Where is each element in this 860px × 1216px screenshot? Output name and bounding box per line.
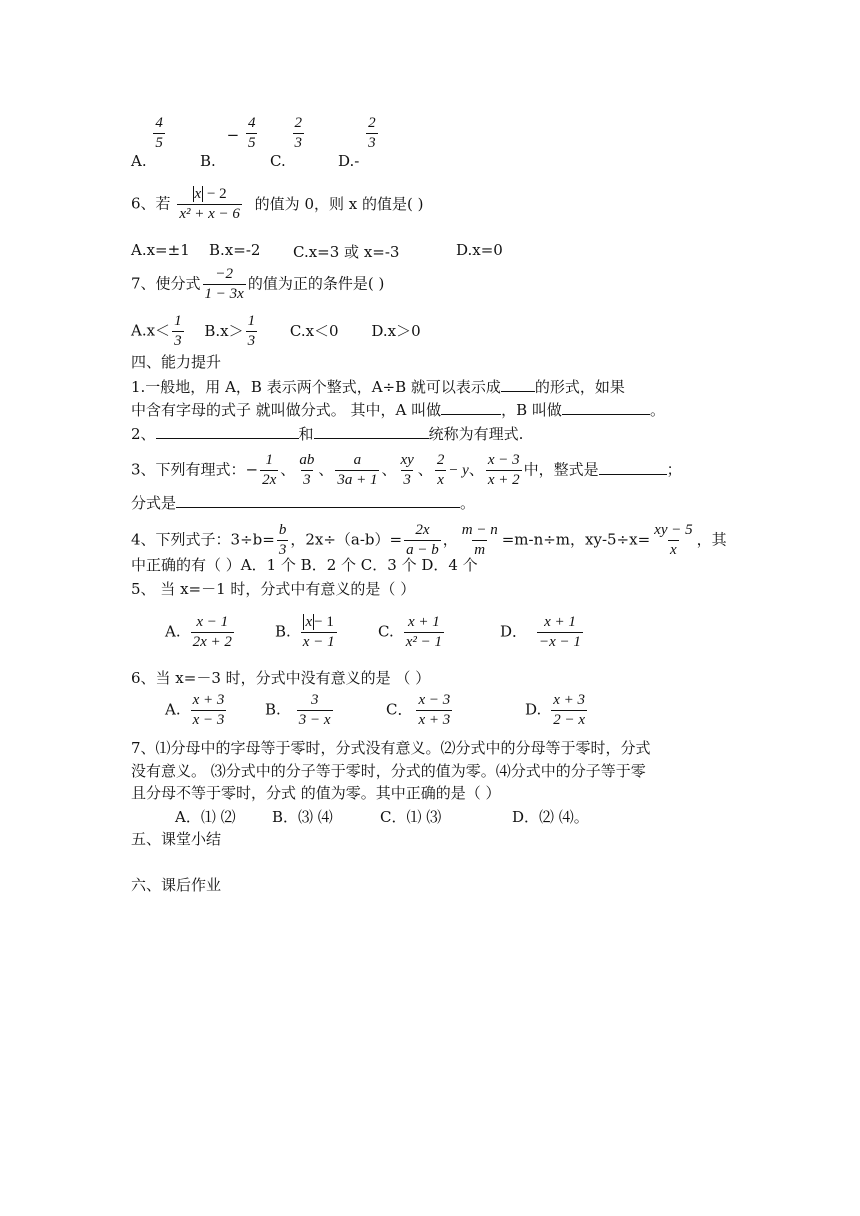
option-c: C. $\frac{2}{3}$ (270, 115, 302, 170)
item-7-option-d: D．⑵ ⑷。 (512, 808, 589, 826)
fraction: $\frac{1}{3}$ (174, 313, 182, 349)
question-7: 7、使分式 $\frac{-2}{1 - 3x}$ 的值为正的条件是( ) (131, 266, 385, 302)
item-6-option-c: C． $\frac{x - 3}{x + 3}$ (386, 692, 451, 728)
fraction: $\frac{3}{3 - x}$ (298, 692, 331, 728)
item-5-option-d: D． $\frac{x + 1}{-x - 1}$ (500, 614, 581, 650)
fraction: $\frac{xy}{3}$ (400, 452, 414, 488)
fraction: $\frac{b}{3}$ (278, 522, 287, 558)
fraction: $\frac{x + 1}{-x - 1}$ (539, 614, 581, 650)
item-1-line-2: 中含有字母的式子 就叫做分式。 其中，A 叫做 ，B 叫做 。 (131, 401, 665, 419)
fraction: $\frac{a}{3a + 1}$ (337, 452, 378, 488)
answer-blank[interactable] (156, 424, 299, 439)
item-6-option-b: B. $\frac{3}{3 - x}$ (265, 692, 331, 728)
option-d: D.- $\frac{2}{3}$ (338, 115, 376, 170)
q6-option-d: D.x=0 (456, 241, 503, 259)
answer-blank[interactable] (562, 400, 650, 415)
fraction: $\frac{2}{3}$ (368, 115, 376, 151)
item-3-line-1: 3、下列有理式：− $\frac{1}{2x}$ 、 $\frac{ab}{3}$ 、 $\frac{a}{3a + 1}$ 、 $\frac{xy}{3}$ 、 $\frac{2}{x}$ − y、 $\frac{x - 3}{x + 2}$ 中，整式是 ； (131, 452, 682, 488)
answer-blank[interactable] (176, 493, 460, 508)
fraction: $\frac{x + 3}{2 - x}$ (553, 692, 586, 728)
item-2: 2、 和 统称为有理式. (131, 425, 524, 443)
item-1-line-1: 1.一般地，用 A，B 表示两个整式，A÷B 就可以表示成 的形式，如果 (131, 378, 625, 396)
fraction: $\frac{ab}{3}$ (299, 452, 315, 488)
item-7-option-b: B．⑶ ⑷ (272, 808, 333, 826)
item-4-line-1: 4、下列式子：3÷b= $\frac{b}{3}$ ，2x÷（a-b）= $\frac{2x}{a - b}$ ， $\frac{m - n}{m}$ =m-n÷m，xy-5÷x= $\frac{xy - 5}{x}$ ，其 (131, 522, 727, 558)
item-7-line-2: 没有意义。 ⑶分式中的分子等于零时，分式的值为零。⑷分式中的分子等于零 (131, 762, 646, 780)
fraction: $\frac{x - 3}{x + 2}$ (487, 452, 520, 488)
q7-options: A.x＜ $\frac{1}{3}$ B.x＞ $\frac{1}{3}$ C.x＜0 D.x＞0 (131, 313, 421, 349)
section-heading-5: 五、课堂小结 (131, 830, 222, 848)
item-5-option-a: A. $\frac{x - 1}{2x + 2}$ (165, 614, 232, 650)
fraction: $\frac{xy - 5}{x}$ (654, 522, 693, 558)
section-heading-4: 四、能力提升 (131, 353, 222, 371)
item-5-option-b: B. $\frac{x - 1}{x - 1}$ (275, 614, 335, 650)
fraction: $\frac{1}{3}$ (247, 313, 256, 349)
fraction: $\frac{4}{5}$ (155, 115, 163, 151)
fraction: $\frac{2}{3}$ (294, 115, 302, 151)
section-heading-6: 六、课后作业 (131, 876, 222, 894)
answer-blank[interactable] (599, 460, 667, 475)
item-6-option-d: D. $\frac{x + 3}{2 - x}$ (525, 692, 586, 728)
item-5-option-c: C. $\frac{x + 1}{\text{x² − 1}}$ (378, 614, 442, 650)
q6-option-c: C.x=3 或 x=-3 (293, 243, 400, 261)
q6-option-a: A.x=±1 (131, 241, 190, 259)
item-7-line-1: 7、⑴分母中的字母等于零时，分式没有意义。⑵分式中的分母等于零时，分式 (131, 739, 651, 757)
item-4-line-2: 中正确的有（ ）A．1 个 B．2 个 C．3 个 D．4 个 (131, 556, 478, 574)
item-7-option-c: C．⑴ ⑶ (380, 808, 442, 826)
fraction: $\frac{x + 3}{x - 3}$ (192, 692, 225, 728)
fraction: $\frac{x + 1}{\text{x² − 1}}$ (405, 614, 442, 650)
answer-blank[interactable] (441, 400, 501, 415)
option-a (131, 115, 167, 170)
item-6-option-a: A. $\frac{x + 3}{x - 3}$ (165, 692, 225, 728)
fraction: $\frac{4}{5}$ (247, 115, 256, 151)
fraction: $\frac{x - 1}{2x + 2}$ (192, 614, 232, 650)
fraction: $\frac{2x}{a - b}$ (406, 522, 439, 558)
fraction: $\frac{x - 1}{x - 1}$ (302, 614, 335, 650)
option-b: B. − $\frac{4}{5}$ (200, 115, 256, 170)
fraction: $\frac{2}{x}$ (436, 452, 445, 488)
answer-blank[interactable] (501, 377, 535, 392)
item-6: 6、当 x=－3 时，分式中没有意义的是 （ ） (131, 669, 431, 687)
fraction: $\frac{x - 3}{x + 3}$ (418, 692, 451, 728)
question-6: 6、若 $\frac{x - 2}{\text{x² + x − 6}}$ 的值为 0，则 x 的值是( ) (131, 186, 424, 222)
q6-option-b: B.x=-2 (209, 241, 261, 259)
answer-blank[interactable] (314, 424, 429, 439)
fraction: $\frac{-2}{1 - 3x}$ (204, 266, 244, 302)
fraction: $\frac{1}{2x}$ (262, 452, 277, 488)
item-5: 5、 当 x=－1 时，分式中有意义的是（ ） (131, 580, 416, 598)
item-7-line-3: 且分母不等于零时，分式 的值为零。其中正确的是（ ） (131, 784, 501, 802)
option-label: A. (131, 151, 147, 170)
fraction: $\frac{m - n}{m}$ (461, 522, 498, 558)
item-3-line-2: 分式是 。 (131, 494, 476, 512)
fraction: $\frac{x - 2}{\text{x² + x − 6}}$ (179, 186, 240, 222)
item-7-option-a: A．⑴ ⑵ (175, 808, 236, 826)
